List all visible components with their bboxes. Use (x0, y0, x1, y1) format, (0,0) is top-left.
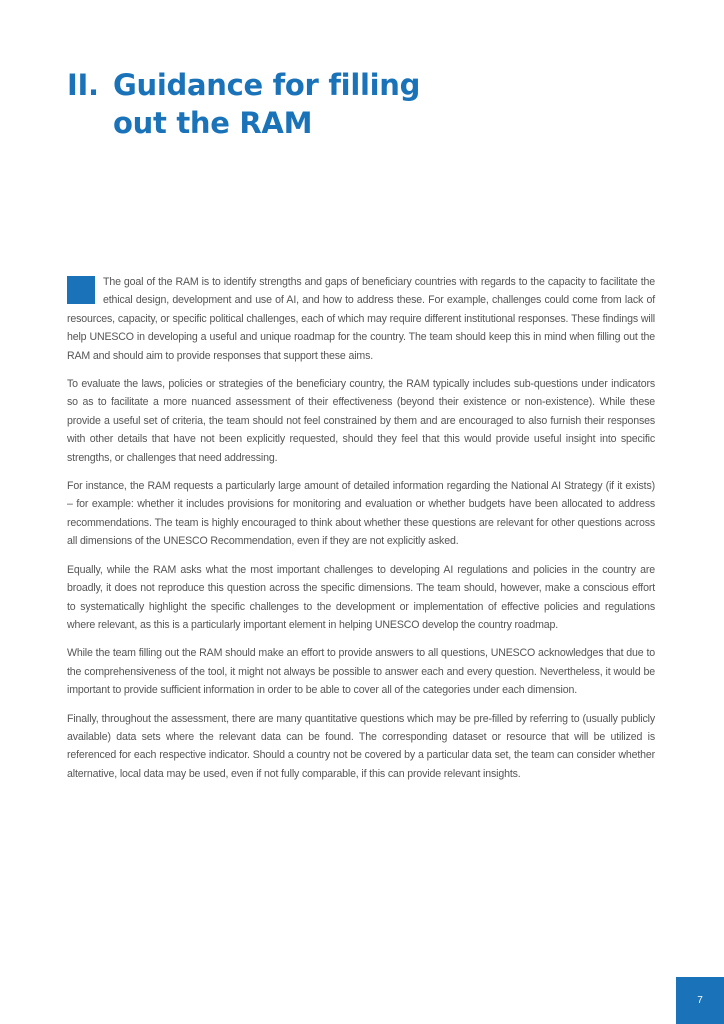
blue-square-marker (67, 276, 95, 304)
paragraph-3: For instance, the RAM requests a particularly large amount of detailed information regarding the National AI Strategy (if it exists) – for example: whether it includes provisions for monitoring and evaluation or whether budgets have been allocated to address recommendations. The team is highly encouraged to think about whether these questions are relevant for other questions across all dimensions of the UNESCO Recommendation, even if they are not explicitly asked. (67, 480, 655, 548)
paragraph-1-text: The goal of the RAM is to identify strengths and gaps of beneficiary countries with regards to the capacity to facilitate the ethical design, development and use of AI, and how to address these. For example, challenges could come from lack of resources, capacity, or specific political challenges, each of which may require different institutional responses. These findings will help UNESCO in developing a useful and unique roadmap for the country. The team should keep this in mind when filling out the RAM and should aim to provide responses that support these aims. (67, 276, 655, 362)
paragraph-2: To evaluate the laws, policies or strategies of the beneficiary country, the RAM typically includes sub-questions under indicators so as to facilitate a more nuanced assessment of their effectiveness (beyond their existence or non-existence). While these provide a useful set of criteria, the team should not feel constrained by them and are encouraged to also furnish their responses with other details that have not been explicitly requested, should they feel that this would provide useful insight into specific strengths, or challenges that need addressing. (67, 378, 655, 464)
page-number-badge (676, 977, 724, 1024)
paragraph-5: While the team filling out the RAM should make an effort to provide answers to all questions, UNESCO acknowledges that due to the comprehensiveness of the tool, it might not always be possible to answer each and every question. Nevertheless, it would be important to provide sufficient information in order to be able to cover all of the categories under each dimension. (67, 647, 655, 697)
title-line-2: out the RAM (113, 106, 313, 140)
body-text (67, 273, 655, 793)
title-line-1: Guidance for filling (113, 68, 421, 102)
paragraph-4: Equally, while the RAM asks what the most important challenges to developing AI regulations and policies in the country are broadly, it does not reproduce this question across the specific dimensions. The team should, however, make a conscious effort to systematically highlight the specific challenges to the development or implementation of effective policies and regulations where relevant, as this is a particularly important element in helping UNESCO develop the country roadmap. (67, 563, 655, 631)
page-title (67, 66, 420, 142)
paragraph-6: Finally, throughout the assessment, there are many quantitative questions which may be pre-filled by referring to (usually publicly available) data sets where the relevant data can be found. The corresponding dataset or resource that will be utilized is referenced for each respective indicator. Should a country not be covered by a particular data set, the team can consider whether alternative, local data may be used, even if not fully comparable, if this can provide relevant insights. (67, 712, 655, 780)
page-number: 7 (697, 995, 703, 1006)
section-number: II. (67, 68, 99, 102)
paragraph-1 (67, 273, 655, 365)
